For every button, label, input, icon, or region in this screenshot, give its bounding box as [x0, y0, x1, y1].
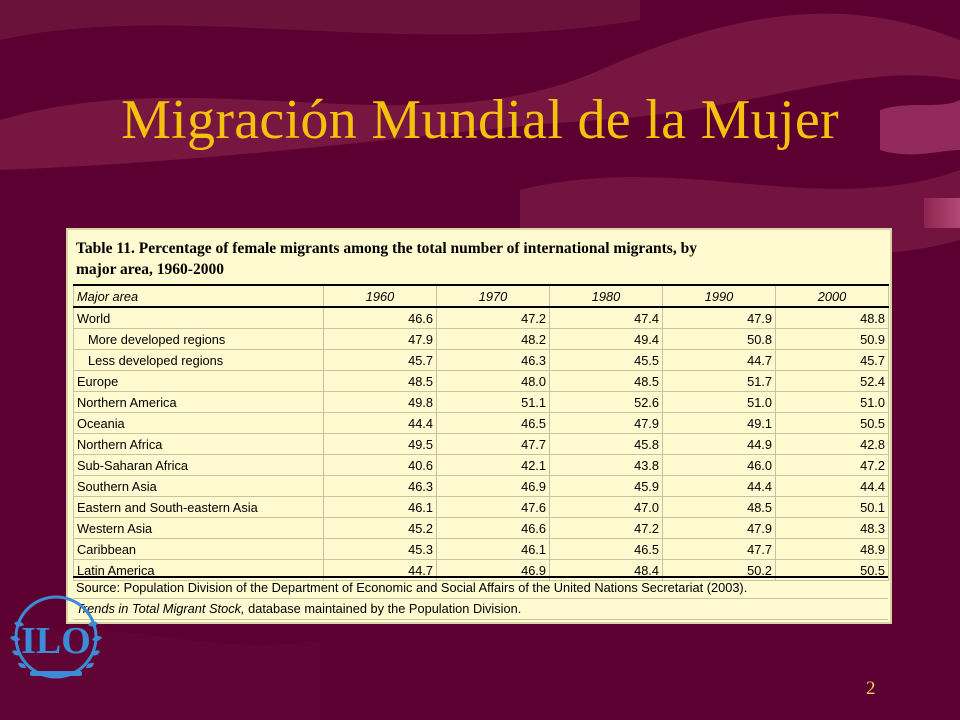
- slide-title: Migración Mundial de la Mujer: [121, 89, 839, 151]
- cell-value: 45.5: [550, 350, 663, 371]
- cell-value: 44.4: [324, 413, 437, 434]
- cell-value: 44.7: [663, 350, 776, 371]
- cell-value: 42.1: [437, 455, 550, 476]
- logo-text: ILO: [21, 620, 91, 662]
- table-source-note: [73, 576, 888, 620]
- cell-value: 46.6: [437, 518, 550, 539]
- cell-value: 46.9: [437, 560, 550, 581]
- source-title-italic: Trends in Total Migrant Stock,: [76, 601, 245, 616]
- source-line-2: [73, 599, 888, 620]
- page-number: 2: [866, 678, 876, 699]
- cell-value: 51.1: [437, 392, 550, 413]
- source-line-2-rest: database maintained by the Population Division.: [244, 601, 522, 616]
- cell-value: 51.0: [663, 392, 776, 413]
- migration-table-panel: [66, 228, 892, 624]
- row-label: Western Asia: [74, 518, 324, 539]
- header-1990: 1990: [663, 285, 776, 307]
- table-row: [74, 455, 889, 476]
- cell-value: 48.9: [776, 539, 889, 560]
- cell-value: 44.4: [776, 476, 889, 497]
- cell-value: 48.4: [550, 560, 663, 581]
- row-label: Europe: [74, 371, 324, 392]
- cell-value: 48.5: [324, 371, 437, 392]
- cell-value: 45.9: [550, 476, 663, 497]
- table-row: [74, 518, 889, 539]
- header-1980: 1980: [550, 285, 663, 307]
- cell-value: 50.5: [776, 560, 889, 581]
- header-row: [74, 285, 889, 307]
- cell-value: 42.8: [776, 434, 889, 455]
- row-label: Oceania: [74, 413, 324, 434]
- row-label: Northern America: [74, 392, 324, 413]
- cell-value: 46.3: [437, 350, 550, 371]
- row-label: Caribbean: [74, 539, 324, 560]
- cell-value: 52.4: [776, 371, 889, 392]
- cell-value: 46.1: [437, 539, 550, 560]
- table-row: [74, 371, 889, 392]
- table-row: [74, 392, 889, 413]
- row-label: Latin America: [74, 560, 324, 581]
- cell-value: 46.5: [437, 413, 550, 434]
- cell-value: 50.8: [663, 329, 776, 350]
- table-row: [74, 539, 889, 560]
- cell-value: 49.1: [663, 413, 776, 434]
- cell-value: 46.1: [324, 497, 437, 518]
- cell-value: 48.5: [663, 497, 776, 518]
- cell-value: 47.2: [776, 455, 889, 476]
- cell-value: 50.1: [776, 497, 889, 518]
- cell-value: 45.2: [324, 518, 437, 539]
- header-major-area: Major area: [74, 285, 324, 307]
- row-label: Southern Asia: [74, 476, 324, 497]
- table-row: [74, 413, 889, 434]
- cell-value: 45.3: [324, 539, 437, 560]
- table-row: [74, 476, 889, 497]
- cell-value: 47.7: [437, 434, 550, 455]
- cell-value: 51.7: [663, 371, 776, 392]
- table-caption: [76, 238, 882, 280]
- row-label: Northern Africa: [74, 434, 324, 455]
- source-line-1: Source: Population Division of the Department of Economic and Social Affairs of the United Nations Secretariat (2003).: [73, 578, 888, 599]
- cell-value: 46.6: [324, 307, 437, 329]
- table-row: [74, 350, 889, 371]
- cell-value: 45.8: [550, 434, 663, 455]
- cell-value: 47.9: [663, 518, 776, 539]
- cell-value: 47.7: [663, 539, 776, 560]
- ilo-logo-icon: [0, 583, 112, 687]
- cell-value: 47.0: [550, 497, 663, 518]
- header-1970: 1970: [437, 285, 550, 307]
- cell-value: 44.7: [324, 560, 437, 581]
- cell-value: 44.4: [663, 476, 776, 497]
- table-row: [74, 307, 889, 329]
- cell-value: 49.8: [324, 392, 437, 413]
- header-1960: 1960: [324, 285, 437, 307]
- cell-value: 50.5: [776, 413, 889, 434]
- cell-value: 50.9: [776, 329, 889, 350]
- cell-value: 52.6: [550, 392, 663, 413]
- cell-value: 45.7: [776, 350, 889, 371]
- cell-value: 47.2: [550, 518, 663, 539]
- cell-value: 49.4: [550, 329, 663, 350]
- cell-value: 46.3: [324, 476, 437, 497]
- cell-value: 50.2: [663, 560, 776, 581]
- cell-value: 48.0: [437, 371, 550, 392]
- cell-value: 46.5: [550, 539, 663, 560]
- cell-value: 47.9: [324, 329, 437, 350]
- cell-value: 49.5: [324, 434, 437, 455]
- cell-value: 45.7: [324, 350, 437, 371]
- caption-line-1: Table 11. Percentage of female migrants among the total number of international migrants, by: [76, 240, 697, 257]
- data-table: [73, 284, 889, 581]
- decorative-block: [924, 198, 960, 228]
- cell-value: 44.9: [663, 434, 776, 455]
- cell-value: 48.5: [550, 371, 663, 392]
- cell-value: 43.8: [550, 455, 663, 476]
- row-label: More developed regions: [74, 329, 324, 350]
- cell-value: 47.9: [550, 413, 663, 434]
- cell-value: 46.9: [437, 476, 550, 497]
- caption-line-2: major area, 1960-2000: [76, 261, 224, 278]
- table-row: [74, 434, 889, 455]
- cell-value: 46.0: [663, 455, 776, 476]
- cell-value: 47.6: [437, 497, 550, 518]
- row-label: Sub-Saharan Africa: [74, 455, 324, 476]
- header-2000: 2000: [776, 285, 889, 307]
- row-label: Less developed regions: [74, 350, 324, 371]
- cell-value: 40.6: [324, 455, 437, 476]
- row-label: Eastern and South-eastern Asia: [74, 497, 324, 518]
- cell-value: 48.3: [776, 518, 889, 539]
- cell-value: 51.0: [776, 392, 889, 413]
- cell-value: 47.9: [663, 307, 776, 329]
- table-row: [74, 329, 889, 350]
- cell-value: 47.4: [550, 307, 663, 329]
- cell-value: 48.2: [437, 329, 550, 350]
- cell-value: 48.8: [776, 307, 889, 329]
- cell-value: 47.2: [437, 307, 550, 329]
- table-row: [74, 497, 889, 518]
- row-label: World: [74, 307, 324, 329]
